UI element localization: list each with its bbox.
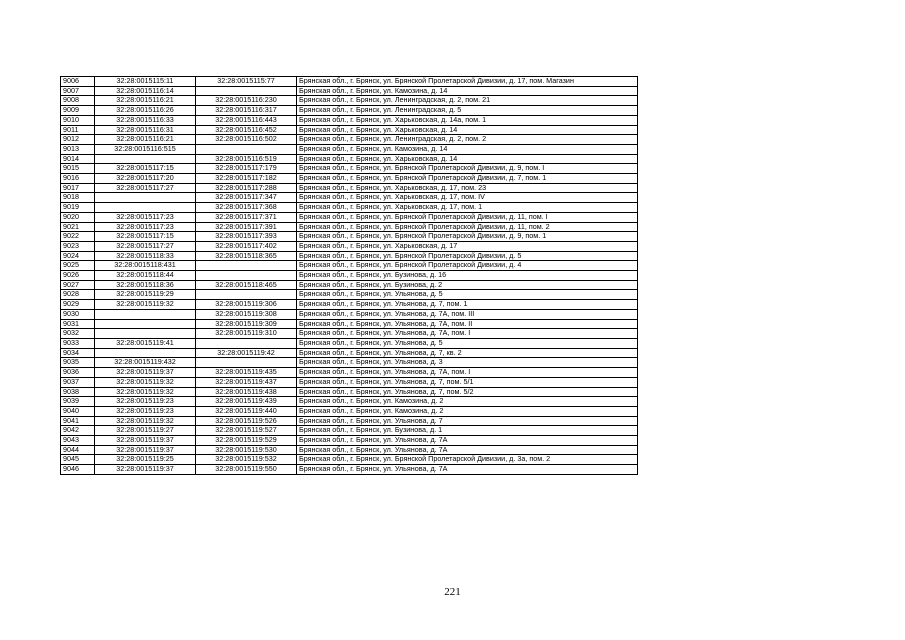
object-cadastral-number-cell bbox=[196, 271, 297, 281]
table-body bbox=[61, 77, 638, 475]
object-cadastral-number-cell: 32:28:0015119:306 bbox=[196, 300, 297, 310]
table-row bbox=[61, 406, 638, 416]
cadastral-number-cell: 32:28:0015116:26 bbox=[95, 106, 196, 116]
row-number-cell: 9046 bbox=[61, 465, 95, 475]
row-number-cell: 9029 bbox=[61, 300, 95, 310]
table-row bbox=[61, 387, 638, 397]
cadastral-number-cell: 32:28:0015118:33 bbox=[95, 251, 196, 261]
object-cadastral-number-cell bbox=[196, 261, 297, 271]
object-cadastral-number-cell: 32:28:0015115:77 bbox=[196, 77, 297, 87]
row-number-cell: 9025 bbox=[61, 261, 95, 271]
cadastral-number-cell: 32:28:0015118:44 bbox=[95, 271, 196, 281]
cadastral-number-cell: 32:28:0015117:15 bbox=[95, 164, 196, 174]
address-cell: Брянская обл., г. Брянск, ул. Брянской Пролетарской Дивизии, д. 5 bbox=[297, 251, 638, 261]
table-row bbox=[61, 232, 638, 242]
table-row bbox=[61, 174, 638, 184]
object-cadastral-number-cell: 32:28:0015119:435 bbox=[196, 368, 297, 378]
object-cadastral-number-cell: 32:28:0015118:465 bbox=[196, 280, 297, 290]
address-cell: Брянская обл., г. Брянск, ул. Ленинградская, д. 5 bbox=[297, 106, 638, 116]
cadastral-number-cell bbox=[95, 309, 196, 319]
object-cadastral-number-cell: 32:28:0015119:42 bbox=[196, 348, 297, 358]
cadastral-number-cell bbox=[95, 329, 196, 339]
object-cadastral-number-cell: 32:28:0015119:440 bbox=[196, 406, 297, 416]
object-cadastral-number-cell: 32:28:0015119:530 bbox=[196, 445, 297, 455]
table-row bbox=[61, 426, 638, 436]
object-cadastral-number-cell: 32:28:0015117:288 bbox=[196, 183, 297, 193]
address-cell: Брянская обл., г. Брянск, ул. Бузинова, д. 16 bbox=[297, 271, 638, 281]
row-number-cell: 9017 bbox=[61, 183, 95, 193]
address-cell: Брянская обл., г. Брянск, ул. Ленинградская, д. 2, пом. 2 bbox=[297, 135, 638, 145]
cadastral-number-cell bbox=[95, 154, 196, 164]
row-number-cell: 9012 bbox=[61, 135, 95, 145]
table-row bbox=[61, 144, 638, 154]
address-cell: Брянская обл., г. Брянск, ул. Ульянова, д. 7А, пом. I bbox=[297, 329, 638, 339]
address-cell: Брянская обл., г. Брянск, ул. Харьковская, д. 14 bbox=[297, 125, 638, 135]
row-number-cell: 9031 bbox=[61, 319, 95, 329]
cadastral-number-cell: 32:28:0015117:27 bbox=[95, 183, 196, 193]
table-row bbox=[61, 96, 638, 106]
address-cell: Брянская обл., г. Брянск, ул. Харьковская, д. 14а, пом. 1 bbox=[297, 115, 638, 125]
object-cadastral-number-cell: 32:28:0015119:437 bbox=[196, 377, 297, 387]
table-row bbox=[61, 280, 638, 290]
table-row bbox=[61, 368, 638, 378]
cadastral-number-cell: 32:28:0015119:37 bbox=[95, 368, 196, 378]
object-cadastral-number-cell: 32:28:0015119:527 bbox=[196, 426, 297, 436]
cadastral-number-cell: 32:28:0015116:14 bbox=[95, 86, 196, 96]
row-number-cell: 9023 bbox=[61, 241, 95, 251]
cadastral-number-cell: 32:28:0015116:31 bbox=[95, 125, 196, 135]
cadastral-number-cell: 32:28:0015116:21 bbox=[95, 135, 196, 145]
object-cadastral-number-cell: 32:28:0015116:230 bbox=[196, 96, 297, 106]
object-cadastral-number-cell: 32:28:0015117:391 bbox=[196, 222, 297, 232]
object-cadastral-number-cell: 32:28:0015118:365 bbox=[196, 251, 297, 261]
table-row bbox=[61, 106, 638, 116]
address-cell: Брянская обл., г. Брянск, ул. Харьковская, д. 17, пом. 1 bbox=[297, 203, 638, 213]
object-cadastral-number-cell: 32:28:0015116:452 bbox=[196, 125, 297, 135]
address-cell: Брянская обл., г. Брянск, ул. Ульянова, д. 7А bbox=[297, 465, 638, 475]
object-cadastral-number-cell: 32:28:0015116:317 bbox=[196, 106, 297, 116]
table-row bbox=[61, 115, 638, 125]
row-number-cell: 9007 bbox=[61, 86, 95, 96]
cadastral-number-cell: 32:28:0015116:515 bbox=[95, 144, 196, 154]
row-number-cell: 9019 bbox=[61, 203, 95, 213]
address-cell: Брянская обл., г. Брянск, ул. Ульянова, д. 7А bbox=[297, 436, 638, 446]
row-number-cell: 9027 bbox=[61, 280, 95, 290]
row-number-cell: 9008 bbox=[61, 96, 95, 106]
object-cadastral-number-cell: 32:28:0015117:371 bbox=[196, 212, 297, 222]
address-cell: Брянская обл., г. Брянск, ул. Ульянова, д. 5 bbox=[297, 290, 638, 300]
cadastral-number-cell: 32:28:0015117:23 bbox=[95, 212, 196, 222]
row-number-cell: 9028 bbox=[61, 290, 95, 300]
cadastral-number-cell: 32:28:0015117:15 bbox=[95, 232, 196, 242]
table-row bbox=[61, 241, 638, 251]
table-row bbox=[61, 193, 638, 203]
row-number-cell: 9032 bbox=[61, 329, 95, 339]
cadastral-number-cell bbox=[95, 348, 196, 358]
address-cell: Брянская обл., г. Брянск, ул. Ульянова, д. 7А, пом. II bbox=[297, 319, 638, 329]
cadastral-number-cell: 32:28:0015116:21 bbox=[95, 96, 196, 106]
table-row bbox=[61, 465, 638, 475]
cadastral-number-cell: 32:28:0015119:32 bbox=[95, 377, 196, 387]
table-row bbox=[61, 251, 638, 261]
object-cadastral-number-cell bbox=[196, 338, 297, 348]
cadastral-number-cell: 32:28:0015119:37 bbox=[95, 445, 196, 455]
object-cadastral-number-cell: 32:28:0015119:308 bbox=[196, 309, 297, 319]
page-number: 221 bbox=[444, 586, 461, 598]
row-number-cell: 9015 bbox=[61, 164, 95, 174]
object-cadastral-number-cell: 32:28:0015117:393 bbox=[196, 232, 297, 242]
address-cell: Брянская обл., г. Брянск, ул. Камозина, д. 2 bbox=[297, 397, 638, 407]
cadastral-number-cell bbox=[95, 193, 196, 203]
row-number-cell: 9040 bbox=[61, 406, 95, 416]
cadastral-number-cell: 32:28:0015119:23 bbox=[95, 406, 196, 416]
table-row bbox=[61, 164, 638, 174]
address-cell: Брянская обл., г. Брянск, ул. Ульянова, д. 7А bbox=[297, 445, 638, 455]
row-number-cell: 9038 bbox=[61, 387, 95, 397]
row-number-cell: 9013 bbox=[61, 144, 95, 154]
cadastral-number-cell: 32:28:0015119:41 bbox=[95, 338, 196, 348]
address-cell: Брянская обл., г. Брянск, ул. Ульянова, д. 7, пом. 5/1 bbox=[297, 377, 638, 387]
row-number-cell: 9016 bbox=[61, 174, 95, 184]
table-row bbox=[61, 203, 638, 213]
object-cadastral-number-cell: 32:28:0015117:368 bbox=[196, 203, 297, 213]
object-cadastral-number-cell: 32:28:0015119:309 bbox=[196, 319, 297, 329]
object-cadastral-number-cell: 32:28:0015119:532 bbox=[196, 455, 297, 465]
table-row bbox=[61, 445, 638, 455]
table-row bbox=[61, 300, 638, 310]
address-cell: Брянская обл., г. Брянск, ул. Харьковская, д. 14 bbox=[297, 154, 638, 164]
address-cell: Брянская обл., г. Брянск, ул. Харьковская, д. 17, пом. IV bbox=[297, 193, 638, 203]
address-cell: Брянская обл., г. Брянск, ул. Брянской Пролетарской Дивизии, д. 11, пом. I bbox=[297, 212, 638, 222]
table-row bbox=[61, 436, 638, 446]
cadastral-number-cell: 32:28:0015119:37 bbox=[95, 465, 196, 475]
table-row bbox=[61, 135, 638, 145]
row-number-cell: 9036 bbox=[61, 368, 95, 378]
object-cadastral-number-cell: 32:28:0015116:502 bbox=[196, 135, 297, 145]
row-number-cell: 9044 bbox=[61, 445, 95, 455]
row-number-cell: 9026 bbox=[61, 271, 95, 281]
object-cadastral-number-cell: 32:28:0015117:182 bbox=[196, 174, 297, 184]
cadastral-number-cell: 32:28:0015117:23 bbox=[95, 222, 196, 232]
address-cell: Брянская обл., г. Брянск, ул. Харьковская, д. 17, пом. 23 bbox=[297, 183, 638, 193]
cadastral-number-cell: 32:28:0015119:23 bbox=[95, 397, 196, 407]
row-number-cell: 9043 bbox=[61, 436, 95, 446]
table-row bbox=[61, 377, 638, 387]
row-number-cell: 9006 bbox=[61, 77, 95, 87]
object-cadastral-number-cell bbox=[196, 358, 297, 368]
cadastral-number-cell: 32:28:0015119:25 bbox=[95, 455, 196, 465]
table-row bbox=[61, 397, 638, 407]
address-cell: Брянская обл., г. Брянск, ул. Брянской Пролетарской Дивизии, д. 7, пом. 1 bbox=[297, 174, 638, 184]
address-cell: Брянская обл., г. Брянск, ул. Ульянова, д. 7, пом. 1 bbox=[297, 300, 638, 310]
table-row bbox=[61, 222, 638, 232]
row-number-cell: 9021 bbox=[61, 222, 95, 232]
address-cell: Брянская обл., г. Брянск, ул. Брянской Пролетарской Дивизии, д. 3а, пом. 2 bbox=[297, 455, 638, 465]
row-number-cell: 9035 bbox=[61, 358, 95, 368]
table-row bbox=[61, 319, 638, 329]
property-table bbox=[60, 76, 638, 475]
row-number-cell: 9024 bbox=[61, 251, 95, 261]
row-number-cell: 9009 bbox=[61, 106, 95, 116]
address-cell: Брянская обл., г. Брянск, ул. Ульянова, д. 7, кв. 2 bbox=[297, 348, 638, 358]
table-row bbox=[61, 86, 638, 96]
row-number-cell: 9018 bbox=[61, 193, 95, 203]
row-number-cell: 9045 bbox=[61, 455, 95, 465]
cadastral-number-cell: 32:28:0015119:32 bbox=[95, 300, 196, 310]
row-number-cell: 9030 bbox=[61, 309, 95, 319]
object-cadastral-number-cell: 32:28:0015119:550 bbox=[196, 465, 297, 475]
address-cell: Брянская обл., г. Брянск, ул. Бузинова, д. 2 bbox=[297, 280, 638, 290]
table-row bbox=[61, 154, 638, 164]
cadastral-number-cell: 32:28:0015117:27 bbox=[95, 241, 196, 251]
table-row bbox=[61, 338, 638, 348]
row-number-cell: 9010 bbox=[61, 115, 95, 125]
address-cell: Брянская обл., г. Брянск, ул. Ульянова, д. 7 bbox=[297, 416, 638, 426]
cadastral-number-cell: 32:28:0015119:27 bbox=[95, 426, 196, 436]
cadastral-number-cell: 32:28:0015119:32 bbox=[95, 416, 196, 426]
table-row bbox=[61, 358, 638, 368]
table-row bbox=[61, 261, 638, 271]
address-cell: Брянская обл., г. Брянск, ул. Камозина, д. 2 bbox=[297, 406, 638, 416]
cadastral-number-cell: 32:28:0015118:431 bbox=[95, 261, 196, 271]
table-row bbox=[61, 125, 638, 135]
row-number-cell: 9020 bbox=[61, 212, 95, 222]
address-cell: Брянская обл., г. Брянск, ул. Брянской Пролетарской Дивизии, д. 4 bbox=[297, 261, 638, 271]
table-row bbox=[61, 271, 638, 281]
row-number-cell: 9011 bbox=[61, 125, 95, 135]
table-row bbox=[61, 212, 638, 222]
object-cadastral-number-cell: 32:28:0015119:438 bbox=[196, 387, 297, 397]
row-number-cell: 9022 bbox=[61, 232, 95, 242]
address-cell: Брянская обл., г. Брянск, ул. Брянской Пролетарской Дивизии, д. 9, пом. 1 bbox=[297, 232, 638, 242]
address-cell: Брянская обл., г. Брянск, ул. Камозина, д. 14 bbox=[297, 144, 638, 154]
address-cell: Брянская обл., г. Брянск, ул. Ульянова, д. 5 bbox=[297, 338, 638, 348]
address-cell: Брянская обл., г. Брянск, ул. Брянской Пролетарской Дивизии, д. 9, пом. I bbox=[297, 164, 638, 174]
object-cadastral-number-cell: 32:28:0015116:443 bbox=[196, 115, 297, 125]
cadastral-number-cell bbox=[95, 319, 196, 329]
row-number-cell: 9014 bbox=[61, 154, 95, 164]
cadastral-number-cell: 32:28:0015119:37 bbox=[95, 436, 196, 446]
table-row bbox=[61, 77, 638, 87]
cadastral-number-cell: 32:28:0015115:11 bbox=[95, 77, 196, 87]
address-cell: Брянская обл., г. Брянск, ул. Ульянова, д. 7, пом. 5/2 bbox=[297, 387, 638, 397]
address-cell: Брянская обл., г. Брянск, ул. Харьковская, д. 17 bbox=[297, 241, 638, 251]
object-cadastral-number-cell: 32:28:0015116:519 bbox=[196, 154, 297, 164]
object-cadastral-number-cell: 32:28:0015117:402 bbox=[196, 241, 297, 251]
cadastral-number-cell: 32:28:0015119:432 bbox=[95, 358, 196, 368]
cadastral-number-cell: 32:28:0015117:20 bbox=[95, 174, 196, 184]
object-cadastral-number-cell: 32:28:0015119:439 bbox=[196, 397, 297, 407]
cadastral-number-cell: 32:28:0015118:36 bbox=[95, 280, 196, 290]
row-number-cell: 9037 bbox=[61, 377, 95, 387]
address-cell: Брянская обл., г. Брянск, ул. Брянской Пролетарской Дивизии, д. 11, пом. 2 bbox=[297, 222, 638, 232]
address-cell: Брянская обл., г. Брянск, ул. Ульянова, д. 3 bbox=[297, 358, 638, 368]
address-cell: Брянская обл., г. Брянск, ул. Ленинградская, д. 2, пом. 21 bbox=[297, 96, 638, 106]
cadastral-number-cell: 32:28:0015119:32 bbox=[95, 387, 196, 397]
table-row bbox=[61, 309, 638, 319]
cadastral-number-cell bbox=[95, 203, 196, 213]
address-cell: Брянская обл., г. Брянск, ул. Ульянова, д. 7А, пом. III bbox=[297, 309, 638, 319]
address-cell: Брянская обл., г. Брянск, ул. Камозина, д. 14 bbox=[297, 86, 638, 96]
row-number-cell: 9039 bbox=[61, 397, 95, 407]
object-cadastral-number-cell bbox=[196, 144, 297, 154]
address-cell: Брянская обл., г. Брянск, ул. Бузинова, д. 1 bbox=[297, 426, 638, 436]
table-row bbox=[61, 348, 638, 358]
table-row bbox=[61, 290, 638, 300]
object-cadastral-number-cell: 32:28:0015117:179 bbox=[196, 164, 297, 174]
table-row bbox=[61, 183, 638, 193]
table-row bbox=[61, 455, 638, 465]
object-cadastral-number-cell: 32:28:0015117:347 bbox=[196, 193, 297, 203]
object-cadastral-number-cell: 32:28:0015119:529 bbox=[196, 436, 297, 446]
object-cadastral-number-cell bbox=[196, 290, 297, 300]
address-cell: Брянская обл., г. Брянск, ул. Ульянова, д. 7А, пом. I bbox=[297, 368, 638, 378]
object-cadastral-number-cell bbox=[196, 86, 297, 96]
cadastral-number-cell: 32:28:0015119:29 bbox=[95, 290, 196, 300]
object-cadastral-number-cell: 32:28:0015119:310 bbox=[196, 329, 297, 339]
table-row bbox=[61, 329, 638, 339]
address-cell: Брянская обл., г. Брянск, ул. Брянской Пролетарской Дивизии, д. 17, пом. Магазин bbox=[297, 77, 638, 87]
row-number-cell: 9033 bbox=[61, 338, 95, 348]
object-cadastral-number-cell: 32:28:0015119:526 bbox=[196, 416, 297, 426]
row-number-cell: 9041 bbox=[61, 416, 95, 426]
table-row bbox=[61, 416, 638, 426]
row-number-cell: 9042 bbox=[61, 426, 95, 436]
row-number-cell: 9034 bbox=[61, 348, 95, 358]
cadastral-number-cell: 32:28:0015116:33 bbox=[95, 115, 196, 125]
